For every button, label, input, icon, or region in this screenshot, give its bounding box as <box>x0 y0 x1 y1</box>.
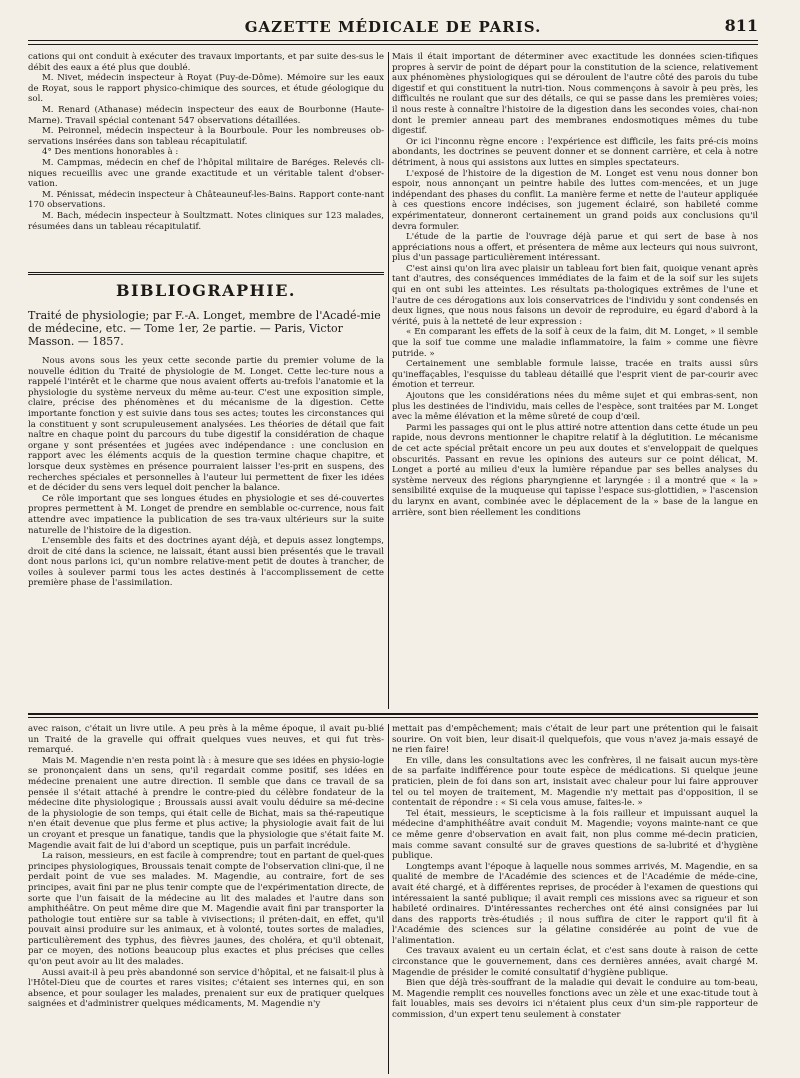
quotation: « En comparant les effets de la soif à ceux de la faim, dit M. Longet, » il semble que la soif tue comme une maladie inflammatoire, la faim » comme une fièvre putride. » <box>392 327 758 359</box>
paragraph: cations qui ont conduit à exécuter des travaux importants, et par suite des-sus le débit des eaux a été plus que doublé. <box>28 52 384 73</box>
column-bottom-left <box>28 724 384 1074</box>
horizontal-separator <box>28 713 758 715</box>
paragraph: Ajoutons que les considérations nées du même sujet et qui embras-sent, non plus les destinées de l'individu, mais celles de l'espèce, sont traitées par M. Longet avec la même élévation et la même sûreté de coup d'œil. <box>392 391 758 423</box>
paragraph: L'étude de la partie de l'ouvrage déjà parue et qui sert de base à nos appréciations nous a offert, et présentera de même aux lecteurs qui nous suivront, plus d'un passage particulièrement intéressant. <box>392 232 758 264</box>
page-number: 811 <box>724 16 758 35</box>
paragraph: Ce rôle important que ses longues études en physiologie et ses dé-couvertes propres permettent à M. Longet de prendre en semblable oc-currence, nous fait attendre avec impatience la publication de ses tra-vaux ultérieurs sur la suite naturelle de l'histoire de la digestion. <box>28 493 384 536</box>
paragraph: M. Campmas, médecin en chef de l'hôpital militaire de Baréges. Relevés cli-niques recueillis avec une grande exactitude et un véritable talent d'obser-vation. <box>28 157 384 190</box>
paragraph: Ces travaux avaient eu un certain éclat, et c'est sans doute à raison de cette circonstance que le gouvernement, dans ces dernières années, avait chargé M. Magendie de présider le comité consultatif d'hygiène publique. <box>392 946 758 978</box>
paragraph: Tel était, messieurs, le scepticisme à la fois railleur et impuissant auquel la médecine d'amphithéâtre avait conduit M. Magendie; voyons mainte-nant ce que ce même genre d'observation en avait fait, non plus comme mé-decin praticien, mais comme savant consulté sur de graves questions de sa-lubrité et d'hygiène publique. <box>392 808 758 862</box>
section-rule <box>28 274 384 275</box>
column-bottom-right <box>392 724 758 1074</box>
journal-title: GAZETTE MÉDICALE DE PARIS. <box>244 18 542 36</box>
column-divider <box>388 52 389 709</box>
paragraph: M. Peironnel, médecin inspecteur à la Bourboule. Pour les nombreuses ob-servations insérées dans son tableau récapitulatif. <box>28 126 384 147</box>
page-header <box>28 6 758 41</box>
section-title: BIBLIOGRAPHIE. <box>116 281 296 300</box>
horizontal-separator <box>28 717 758 718</box>
paragraph: C'est ainsi qu'on lira avec plaisir un tableau fort bien fait, quoique venant après tant d'autres, des conséquences immédiates de la faim et de la soif sur les sujets qui en ont subi les atteintes. Les résultats pa-thologiques extrêmes de l'une et l'autre de ces dérogations aux lois conservatrices de l'individu y sont condensés en deux lignes, que nous nous faisons un devoir de reproduire, eu égard d'abord à la vérité, puis à la netteté de leur expression : <box>392 263 758 327</box>
column-divider <box>388 724 389 1074</box>
paragraph: Longtemps avant l'époque à laquelle nous sommes arrivés, M. Magendie, en sa qualité de membre de l'Académie des sciences et de l'Académie de méde-cine, avait été chargé, et à différentes reprises, de procéder à l'examen de questions qui intéressaient la santé publique; il avait rempli ces missions avec sa rigueur et son habileté ordinaires. D'intéressantes recherches ont été ainsi consignées par lui dans des rapports très-étudiés ; il nous suffira de citer le rapport qu'il fit à l'Académie des sciences sur la gélatine considérée au point de vue de l'alimentation. <box>392 861 758 946</box>
book-reference: Traité de physiologie; par F.-A. Longet, membre de l'Acadé-mie de médecine, etc. — Tome 1er, 2e partie. — Paris, Victor Masson. — 1857. <box>28 309 381 348</box>
paragraph: avec raison, c'était un livre utile. A peu près à la même époque, il avait pu-blié un Traité de la gravelle qui offrait quelques vues neuves, et qui fut très-remarqué. <box>28 724 384 756</box>
paragraph: Or ici l'inconnu règne encore : l'expérience est difficile, les faits pré-cis moins abondants, les doctrines se peuvent donner et se donnent carrière, et cela à notre détriment, à nous qui assistons aux luttes en simples spectateurs. <box>392 136 758 168</box>
bibliography-section <box>28 272 384 709</box>
paragraph: L'ensemble des faits et des doctrines ayant déjà, et depuis assez longtemps, droit de cité dans la science, ne laissait, étant aussi bien présentés que le travail dont nous parlons ici, qu'un nombre relative-ment petit de doutes à trancher, de voiles à soulever parmi tous les actes destinés à l'accomplissement de cette première phase de l'assimilation. <box>28 536 384 589</box>
paragraph: Certainement une semblable formule laisse, tracée en traits aussi sûrs qu'ineffaçables, l'esquisse du tableau détaillé que l'esprit vient de par-courir avec émotion et terreur. <box>392 359 758 391</box>
paragraph: M. Renard (Athanase) médecin inspecteur des eaux de Bourbonne (Haute-Marne). Travail spécial contenant 547 observations détaillées. <box>28 104 384 126</box>
paragraph: L'exposé de l'histoire de la digestion de M. Longet est venu nous donner bon espoir, nous annonçant un peintre habile des luttes com-mencées, et un juge indépendant des phases du conflit. La manière ferme et nette de l'auteur appliquée à ces questions encore indécises, son jugement éclairé, son habileté comme expérimentateur, donneront certainement un grand poids aux conclusions qu'il devra formuler. <box>392 168 758 232</box>
header-rule <box>28 44 758 45</box>
paragraph: 4° Des mentions honorables à : <box>42 147 179 158</box>
paragraph: M. Bach, médecin inspecteur à Soultzmatt. Notes cliniques sur 123 malades, résumées dans un tableau récapitulatif. <box>28 210 384 232</box>
paragraph: La raison, messieurs, en est facile à comprendre; tout en partant de quel-ques principes physiologiques, Broussais tenait compte de l'observation clini-que, il ne perdait point de vue ses malades. M. Magendie, au contraire, fort de ses principes, avait fini par ne plus tenir compte que de l'expérimentation directe, de sorte que l'un faisait de la médecine au lit des malades et l'autre dans son amphithéâtre. On peut même dire que M. Magendie avait fini par transporter la pathologie tout entière sur sa table à vivisections; il préten-dait, en effet, qu'il pouvait ainsi produire sur les animaux, et à volonté, toutes sortes de maladies, particulièrement des typhus, des fièvres jaunes, des choléra, et qu'il obtenait, par ce moyen, des notions beaucoup plus exactes et plus précises que celles qu'on peut avoir au lit des malades. <box>28 851 384 968</box>
paragraph: Nous avons sous les yeux cette seconde partie du premier volume de la nouvelle édition du Traité de physiologie de M. Longet. Cette lec-ture nous a rappelé l'intérêt et le charme que nous avaient offerts au-trefois l'anatomie et la physiologie du système nerveux du même au-teur. C'est une exposition simple, claire, précise des phénomènes et du mécanisme de la digestion. Cette importante fonction y est suivie dans tous ses actes; toutes les circonstances qui la constituent y sont scrupuleusement analysées. Les théories de détail que fait naître en chaque point du parcours du tube digestif la considération de chaque organe y sont présentées et jugées avec indépendance : une conclusion en rapport avec les éléments acquis de la question termine chaque chapitre, et lorsque deux systèmes en présence pourraient laisser l'es-prit en suspens, des recherches spéciales et personnelles à l'auteur lui permettent de fixer les idées et de décider du sens vers lequel doit pencher la balance. <box>28 356 384 494</box>
paragraph: En ville, dans les consultations avec les confrères, il ne faisait aucun mys-tère de sa parfaite indifférence pour toute espèce de médications. Si quelque jeune praticien, plein de foi dans son art, insistait avec chaleur pour lui faire approuver tel ou tel moyen de traitement, M. Magendie n'y mettait pas d'opposition, il se contentait de répondre : « Si cela vous amuse, faites-le. » <box>392 755 758 809</box>
paragraph: M. Nivet, médecin inspecteur à Royat (Puy-de-Dôme). Mémoire sur les eaux de Royat, sous le rapport physico-chimique des sources, et étude géologique du sol. <box>28 73 384 105</box>
column-top-right <box>392 52 758 709</box>
paragraph: Bien que déjà très-souffrant de la maladie qui devait le conduire au tom-beau, M. Magendie remplit ces nouvelles fonctions avec un zèle et une exac-titude tout à fait louables, mais ses devoirs ici n'étaient plus ceux d'un sim-ple rapporteur de commission, d'un expert tenu seulement à constater <box>392 978 758 1021</box>
paragraph: Aussi avait-il à peu près abandonné son service d'hôpital, et ne faisait-il plus à l'Hôtel-Dieu que de courtes et rares visites; c'étaient ses internes qui, en son absence, et pour soulager les malades, prenaient sur eux de pratiquer quelques saignées et d'administrer quelques médicaments, M. Magendie n'y <box>28 967 384 1010</box>
paragraph: Mais il était important de déterminer avec exactitude les données scien-tifiques propres à servir de point de départ pour la constitution de la science, relativement aux phénomènes physiologiques qui se déroulent de l'autre côté des parois du tube digestif et qui constituent la nutri-tion. Nous commençons à savoir à peu près, les difficultés ne roulant que sur des détails, ce qui se passe dans les premières voies; il nous reste à connaître l'histoire de la digestion dans les secondes voies, chai-non dont le premier anneau part des membranes endosmotiques mêmes du tube digestif. <box>392 52 758 137</box>
column-top-left <box>28 52 384 264</box>
section-rule <box>28 272 384 273</box>
paragraph: M. Pénissat, médecin inspecteur à Châteauneuf-les-Bains. Rapport conte-nant 170 observations. <box>28 189 384 211</box>
paragraph: Mais M. Magendie n'en resta point là : à mesure que ses idées en physio-logie se prononçaient dans un sens, qu'il regardait comme positif, ses idées en médecine prenaient une autre direction. Il semble que dans ce travail de sa pensée il s'était attaché à prendre le contre-pied du célèbre fondateur de la médecine dite physiologique ; Broussais aussi avait voulu déduire sa mé-decine de la physiologie de son temps, qui était celle de Bichat, mais sa thé-rapeutique n'en était devenue que plus ferme et plus active; la physiologie avait fait de lui un croyant et presque un fanatique, tandis que la physiologie que s'était faite M. Magendie avait fait de lui d'abord un sceptique, puis un parfait incrédule. <box>28 755 384 851</box>
paragraph: Parmi les passages qui ont le plus attiré notre attention dans cette étude un peu rapide, nous devrons mentionner le chapitre relatif à la déglutition. Le mécanisme de cet acte spécial prêtait encore un peu aux doutes et s'enveloppait de quelques obscurités. Passant en revue les opinions des auteurs sur ce point délicat, M. Longet a porté au milieu d'eux la lumière répandue par ses belles analyses du système nerveux des régions pharyngienne et laryngée : il a montré que « la » sensibilité exquise de la muqueuse qui tapisse l'espace sus-glottidien, » l'ascension du larynx en avant, combinée avec le déplacement de la » base de la langue en arrière, sont bien réellement les conditions <box>392 422 758 518</box>
paragraph: mettait pas d'empêchement; mais c'était de leur part une prétention qui le faisait sourire. On voit bien, leur disait-il quelquefois, que vous n'avez ja-mais essayé de ne rien faire! <box>392 724 758 756</box>
